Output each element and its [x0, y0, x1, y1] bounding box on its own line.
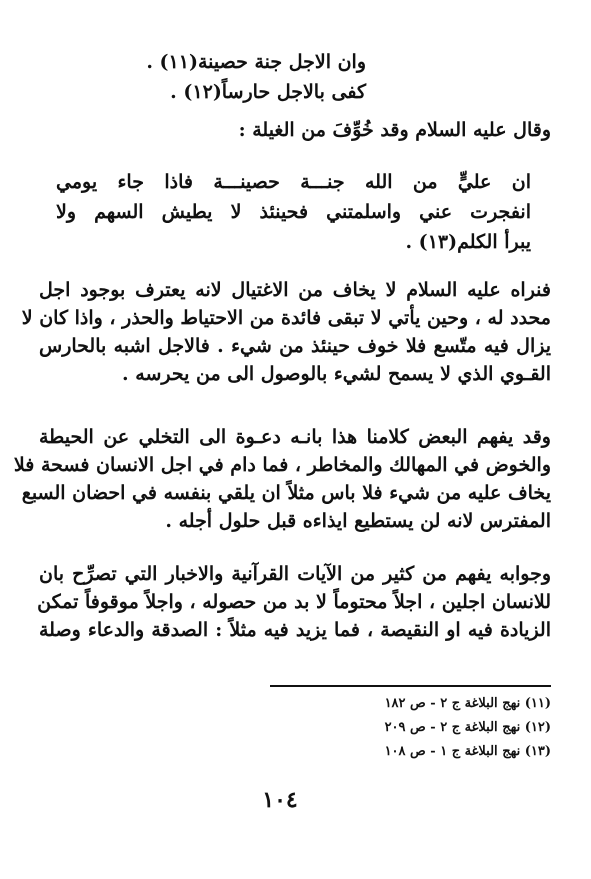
- paragraph-1-line-2: محدد له ، وحين يأتي لا تبقى فائدة من الاحتياط والحذر ، واذا كان لا: [21, 307, 551, 329]
- poem-line-3: يبرأ الكلم(١٣) .: [405, 231, 531, 253]
- poem-line-1: ان عليٍّ من الله جنـــة حصينـــة فاذا جاء يومي: [56, 171, 531, 193]
- footnote-11: (١١) نهج البلاغة ج ٢ - ص ١٨٢: [384, 696, 551, 711]
- paragraph-2-line-4: المفترس لانه لن يستطيع ايذاءه قبل حلول أجله .: [165, 510, 551, 532]
- footnote-13: (١٣) نهج البلاغة ج ١ - ص ١٠٨: [384, 744, 551, 759]
- footnote-divider: [270, 685, 551, 687]
- paragraph-2-line-1: وقد يفهم البعض كلامنا هذا بانـه دعـوة الى التخلي عن الحيطة: [39, 426, 551, 448]
- verse-line-1: وان الاجل جنة حصينة(١١) .: [146, 51, 366, 73]
- paragraph-1-line-1: فنراه عليه السلام لا يخاف من الاغتيال لانه يعترف بوجود اجل: [39, 279, 551, 301]
- paragraph-1-line-4: القـوي الذي لا يسمح لشيء بالوصول الى من يحرسه .: [122, 363, 551, 385]
- intro-line: وقال عليه السلام وقد خُوِّفَ من الغيلة :: [238, 119, 551, 141]
- footnote-12: (١٢) نهج البلاغة ج ٢ - ص ٢٠٩: [384, 720, 551, 735]
- page-number: ١٠٤: [262, 787, 298, 813]
- paragraph-3-line-2: للانسان اجلين ، اجلاً محتوماً لا بد من حصوله ، واجلاً موقوفاً تمكن: [37, 591, 551, 613]
- paragraph-2-line-2: والخوض في المهالك والمخاطر ، فما دام في اجل الانسان فسحة فلا: [13, 454, 551, 476]
- poem-line-2: انفجرت عني واسلمتني فحينئذ لا يطيش السهم ولا: [56, 201, 531, 223]
- paragraph-1-line-3: يزال فيه متّسع فلا خوف حينئذ من شيء . فالاجل اشبه بالحارس: [39, 335, 551, 357]
- paragraph-3-line-1: وجوابه يفهم من كثير من الآيات القرآنية والاخبار التي تصرِّح بان: [39, 563, 551, 585]
- paragraph-3-line-3: الزيادة فيه او النقيصة ، فما يزيد فيه مثلاً : الصدقة والدعاء وصلة: [39, 619, 551, 641]
- verse-line-2: كفى بالاجل حارساً(١٢) .: [170, 81, 366, 103]
- paragraph-2-line-3: يخاف عليه من شيء فلا باس مثلاً ان يلقي بنفسه في احضان السبع: [21, 482, 551, 504]
